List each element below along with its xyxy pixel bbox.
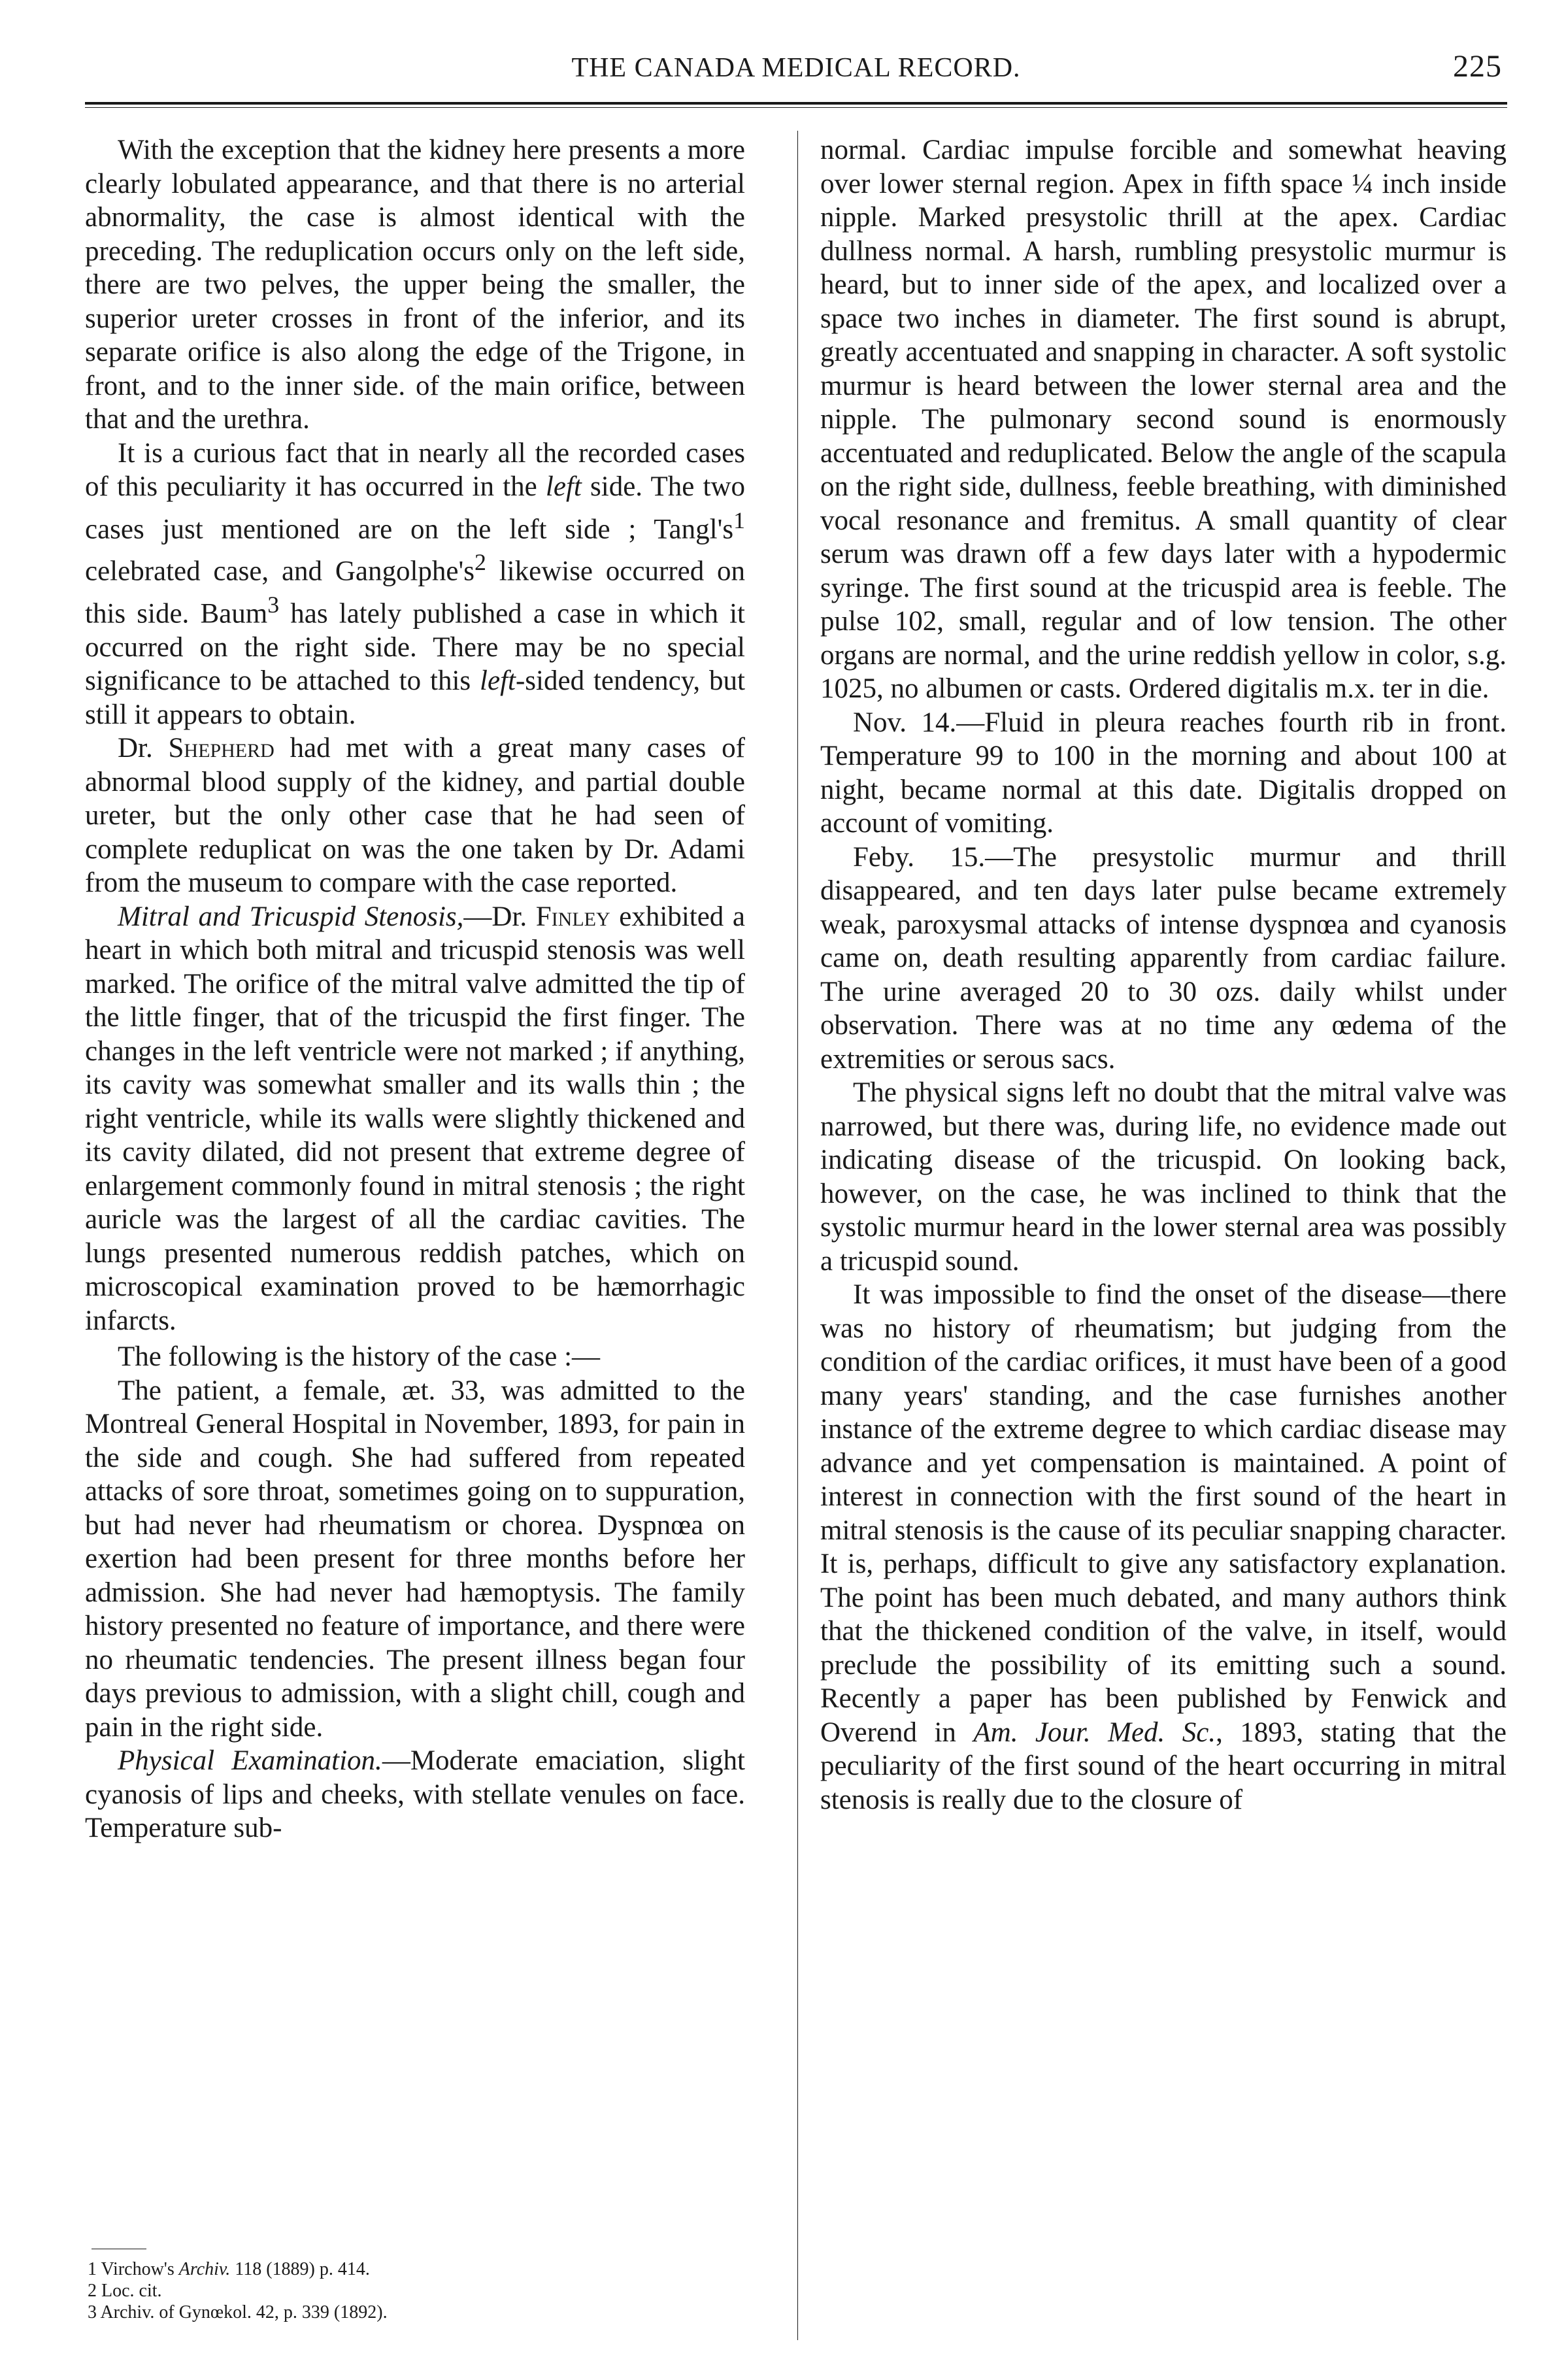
footnote-ref-1: 1 xyxy=(733,507,745,533)
paragraph-mitral-tricuspid-stenosis: Mitral and Tricuspid Stenosis,—Dr. Finley exhibited a heart in which both mitral and tricuspid stenosis was well marked. The orifice of the mitral valve admitted the tip of the little finger, that of the tricuspid the first finger. The changes in the left ventricle were not marked ; if anything, its cavity was somewhat smaller and its walls thin ; the right ventricle, while its walls were slightly thickened and its cavity dilated, did not present that extreme degree of enlargement commonly found in mitral stenosis ; the right auricle was the largest of all the cardiac cavities. The lungs presented numerous reddish patches, which on microscopical examination proved to be hæmorrhagic infarcts. xyxy=(85,901,745,1336)
paragraph-history-intro: The following is the history of the case :— xyxy=(118,1341,601,1373)
author-name-finley: Finley xyxy=(535,901,610,932)
header-rule-thin xyxy=(85,107,1507,108)
footnote-ref-2: 2 xyxy=(475,549,486,576)
paragraph-kidney-reduplication: With the exception that the kidney here presents a more clearly lobulated appearance, and that there is no arterial abnormality, the case is almost identical with the preceding. The reduplication occurs only on the left side, there are two pelves, the upper being the smaller, the superior ureter crosses in front of the inferior, and its separate orifice is also along the edge of the Trigone, in front, and to the inner side. of the main orifice, between that and the urethra. xyxy=(85,135,745,435)
footnote-ref-3: 3 xyxy=(267,592,280,618)
running-head xyxy=(85,44,1507,90)
running-title: THE CANADA MEDICAL RECORD. xyxy=(571,53,1021,83)
author-name-shepherd: Shepherd xyxy=(168,733,275,764)
footnote-2: 2 Loc. cit. xyxy=(88,2281,162,2301)
paragraph-examination-continued: normal. Cardiac impulse forcible and somewhat heaving over lower sternal region. Apex in fifth space ¼ inch inside nipple. Marked presystolic thrill at the apex. Cardiac dullness normal. A harsh, rumbling presystolic murmur is heard, but to inner side of the apex, and localized over a space two inches in diameter. The first sound is abrupt, greatly accentuated and snapping in character. A soft systolic murmur is heard between the lower sternal area and the nipple. The pulmonary second sound is enormously accentuated and reduplicated. Below the angle of the scapula on the right side, dullness, feeble breathing, with diminished vocal resonance and fremitus. A small quantity of clear serum was drawn off a few days later with a hypodermic syringe. The first sound at the tricuspid area is feeble. The pulse 102, small, regular and of low tension. The other organs are normal, and the urine reddish yellow in color, s.g. 1025, no albumen or casts. Ordered digitalis m.x. ter in die. xyxy=(820,135,1507,704)
page-number: 225 xyxy=(1453,49,1502,84)
emphasis-left: left xyxy=(545,471,582,502)
paragraph-feby-15: Feby. 15.—The presystolic murmur and thrill disappeared, and ten days later pulse became extremely weak, paroxysmal attacks of intense dyspnœa and cyanosis came on, death resulting apparently from cardiac failure. The urine averaged 20 to 30 ozs. daily whilst under observation. There was at no time any œdema of the extremities or serous sacs. xyxy=(820,841,1507,1075)
paragraph-nov-14: Nov. 14.—Fluid in pleura reaches fourth rib in front. Temperature 99 to 100 in the morning and about 100 at night, became normal at this date. Digitalis dropped on account of vomiting. xyxy=(820,707,1507,839)
paragraph-shepherd-remarks: Dr. Shepherd had met with a great many cases of abnormal blood supply of the kidney, and partial double ureter, but the only other case that he had seen of complete reduplicat on was the one taken by Dr. Adami from the museum to compare with the case reported. xyxy=(85,733,746,899)
footnotes xyxy=(85,2249,745,2323)
journal-citation: Am. Jour. Med. Sc. xyxy=(973,1717,1216,1748)
left-column xyxy=(85,133,745,1845)
paragraph-left-side-tendency: It is a curious fact that in nearly all the recorded cases of this peculiarity it has occurred in the left side. The two cases just mentioned are on the left side ; $Tangl's^1$ celebrated case, and $Gangolphe's^2$ likewise occurred on this side. Baum$^3$ has lately published a case in which it occurred on the right side. There may be no special significance to be attached to this left-sided tendency, but still it appears to obtain. xyxy=(85,437,746,730)
footnote-1: 1 Virchow's Archiv. 118 (1889) p. 414. xyxy=(88,2259,370,2279)
paragraph-patient-history: The patient, a female, æt. 33, was admitted to the Montreal General Hospital in November, 1893, for pain in the side and cough. She had suffered from repeated attacks of sore throat, sometimes going on to suppuration, but had never had rheumatism or chorea. Dyspnœa on exertion had been present for three months before her admission. She had never had hæmoptysis. The family history presented no feature of importance, and there were no rheumatic tendencies. The present illness began four days previous to admission, with a slight chill, cough and pain in the right side. xyxy=(85,1375,745,1743)
section-title-mitral-tricuspid: Mitral and Tricuspid Stenosis, xyxy=(118,901,464,932)
footnote-3: 3 Archiv. of Gynœkol. 42, p. 339 (1892). xyxy=(88,2302,388,2322)
paragraph-physical-examination: Physical Examination.—Moderate emaciation, slight cyanosis of lips and cheeks, with stellate venules on face. Temperature sub- xyxy=(85,1745,746,1844)
right-column xyxy=(820,133,1507,1817)
paragraph-onset-discussion: It was impossible to find the onset of the disease—there was no history of rheumatism; but judging from the condition of the cardiac orifices, it must have been of a good many years' standing, and the case furnishes another instance of the extreme degree to which cardiac disease may advance and yet compensation is maintained. A point of interest in connection with the first sound of the heart in mitral stenosis is the cause of its peculiar snapping character. It is, perhaps, difficult to give any satisfactory explanation. The point has been much debated, and many authors think that the thickened condition of the valve, in itself, would preclude the possibility of its emitting such a sound. Recently a paper has been published by Fenwick and Overend in Am. Jour. Med. Sc., 1893, stating that the peculiarity of the first sound of the heart occurring in mitral stenosis is really due to the closure of xyxy=(820,1279,1507,1815)
paragraph-physical-signs: The physical signs left no doubt that the mitral valve was narrowed, but there was, during life, no evidence made out indicating disease of the tricuspid. On looking back, however, on the case, he was inclined to think that the systolic murmur heard in the lower sternal area was possibly a tricuspid sound. xyxy=(820,1077,1507,1277)
header-rule xyxy=(85,102,1507,105)
column-divider xyxy=(797,131,798,2340)
emphasis-left-sided: left xyxy=(480,665,516,697)
section-title-physical-examination: Physical Examination. xyxy=(118,1745,382,1777)
